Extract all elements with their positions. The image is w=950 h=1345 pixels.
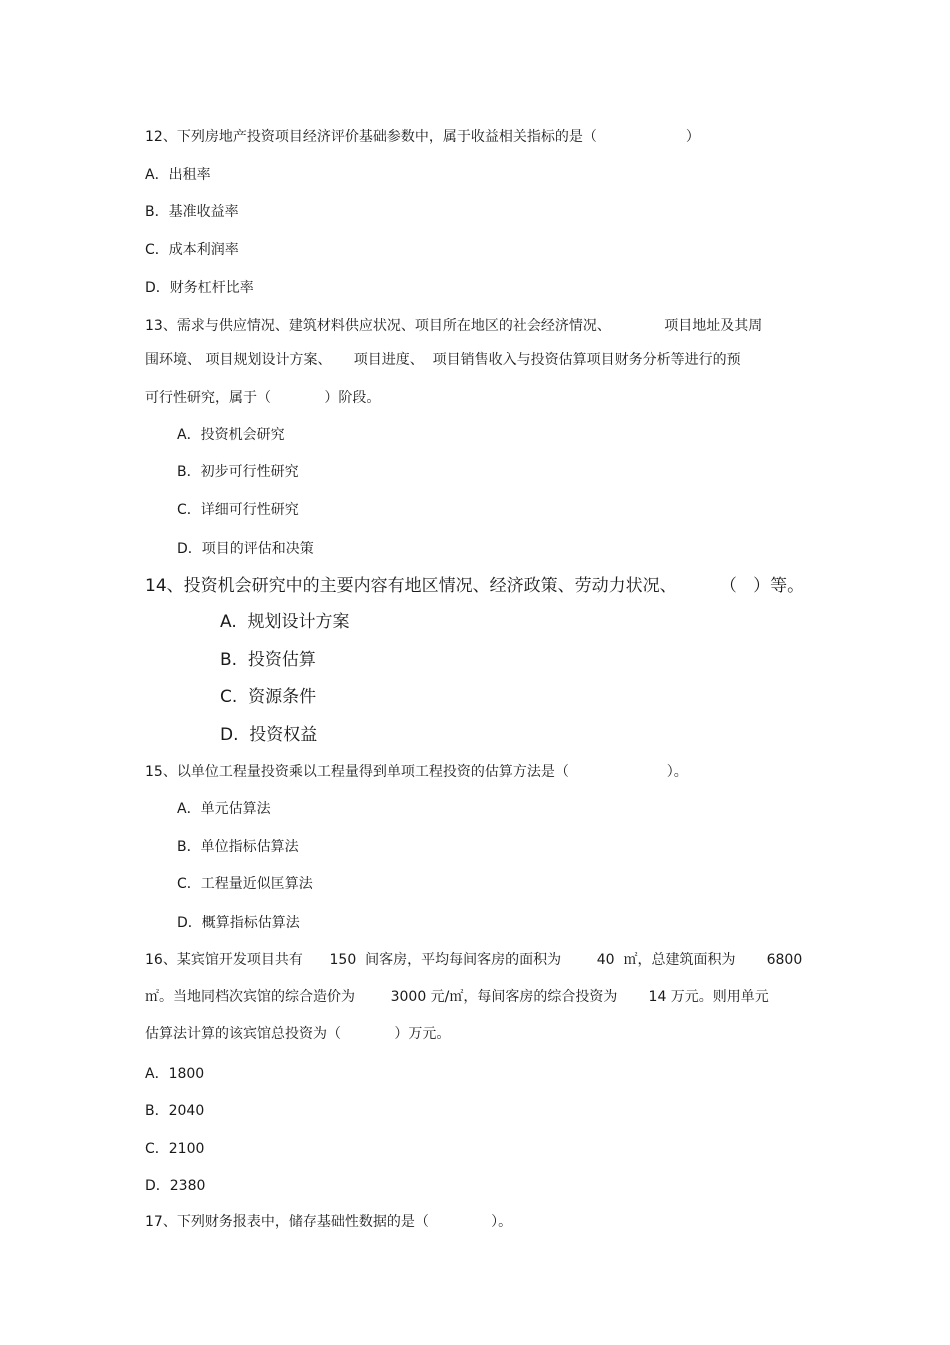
- option-b: B．基准收益率: [145, 204, 239, 220]
- question-stem: 14、投资机会研究中的主要内容有地区情况、经济政策、劳动力状况、 （ ）等。: [145, 576, 805, 596]
- option-a: A．1800: [145, 1066, 205, 1082]
- question-stem-line-1: 16、某宾馆开发项目共有 150 间客房，平均每间客房的面积为 40 ㎡，总建筑面积为 6800: [145, 952, 803, 968]
- question-stem: 12、下列房地产投资项目经济评价基础参数中，属于收益相关指标的是（ ）: [145, 129, 700, 145]
- option-a: A. 规划设计方案: [220, 612, 350, 632]
- option-c: C．工程量近似匡算法: [177, 876, 313, 892]
- option-b: B. 投资估算: [220, 650, 316, 670]
- option-a: A．单元估算法: [177, 801, 271, 817]
- question-stem-line-2: ㎡。当地同档次宾馆的综合造价为 3000 元/㎡，每间客房的综合投资为 14 万元。则用单元: [145, 989, 769, 1005]
- option-a: A．投资机会研究: [177, 427, 285, 443]
- option-b: B．2040: [145, 1103, 205, 1119]
- question-stem-line-1: 13、需求与供应情况、建筑材料供应状况、项目所在地区的社会经济情况、 项目地址及其周: [145, 318, 763, 334]
- question-stem-line-3: 估算法计算的该宾馆总投资为（ ）万元。: [145, 1026, 451, 1042]
- option-b: B．初步可行性研究: [177, 464, 299, 480]
- question-stem-line-3: 可行性研究，属于（ ）阶段。: [145, 390, 381, 406]
- option-c: C．2100: [145, 1141, 205, 1157]
- option-d: D．2380: [145, 1178, 206, 1194]
- question-stem-line-2: 围环境、 项目规划设计方案、 项目进度、 项目销售收入与投资估算项目财务分析等进行的预: [145, 352, 741, 368]
- option-d: D．项目的评估和决策: [177, 541, 314, 557]
- option-d: D. 投资权益: [220, 725, 318, 745]
- question-stem: 15、以单位工程量投资乘以工程量得到单项工程投资的估算方法是（ ）。: [145, 764, 688, 780]
- option-c: C．详细可行性研究: [177, 502, 299, 518]
- option-d: D．财务杠杆比率: [145, 280, 254, 296]
- question-stem: 17、下列财务报表中，储存基础性数据的是（ ）。: [145, 1214, 513, 1230]
- option-c: C. 资源条件: [220, 687, 317, 707]
- option-b: B．单位指标估算法: [177, 839, 299, 855]
- option-c: C．成本利润率: [145, 242, 239, 258]
- option-a: A．出租率: [145, 167, 211, 183]
- option-d: D．概算指标估算法: [177, 915, 300, 931]
